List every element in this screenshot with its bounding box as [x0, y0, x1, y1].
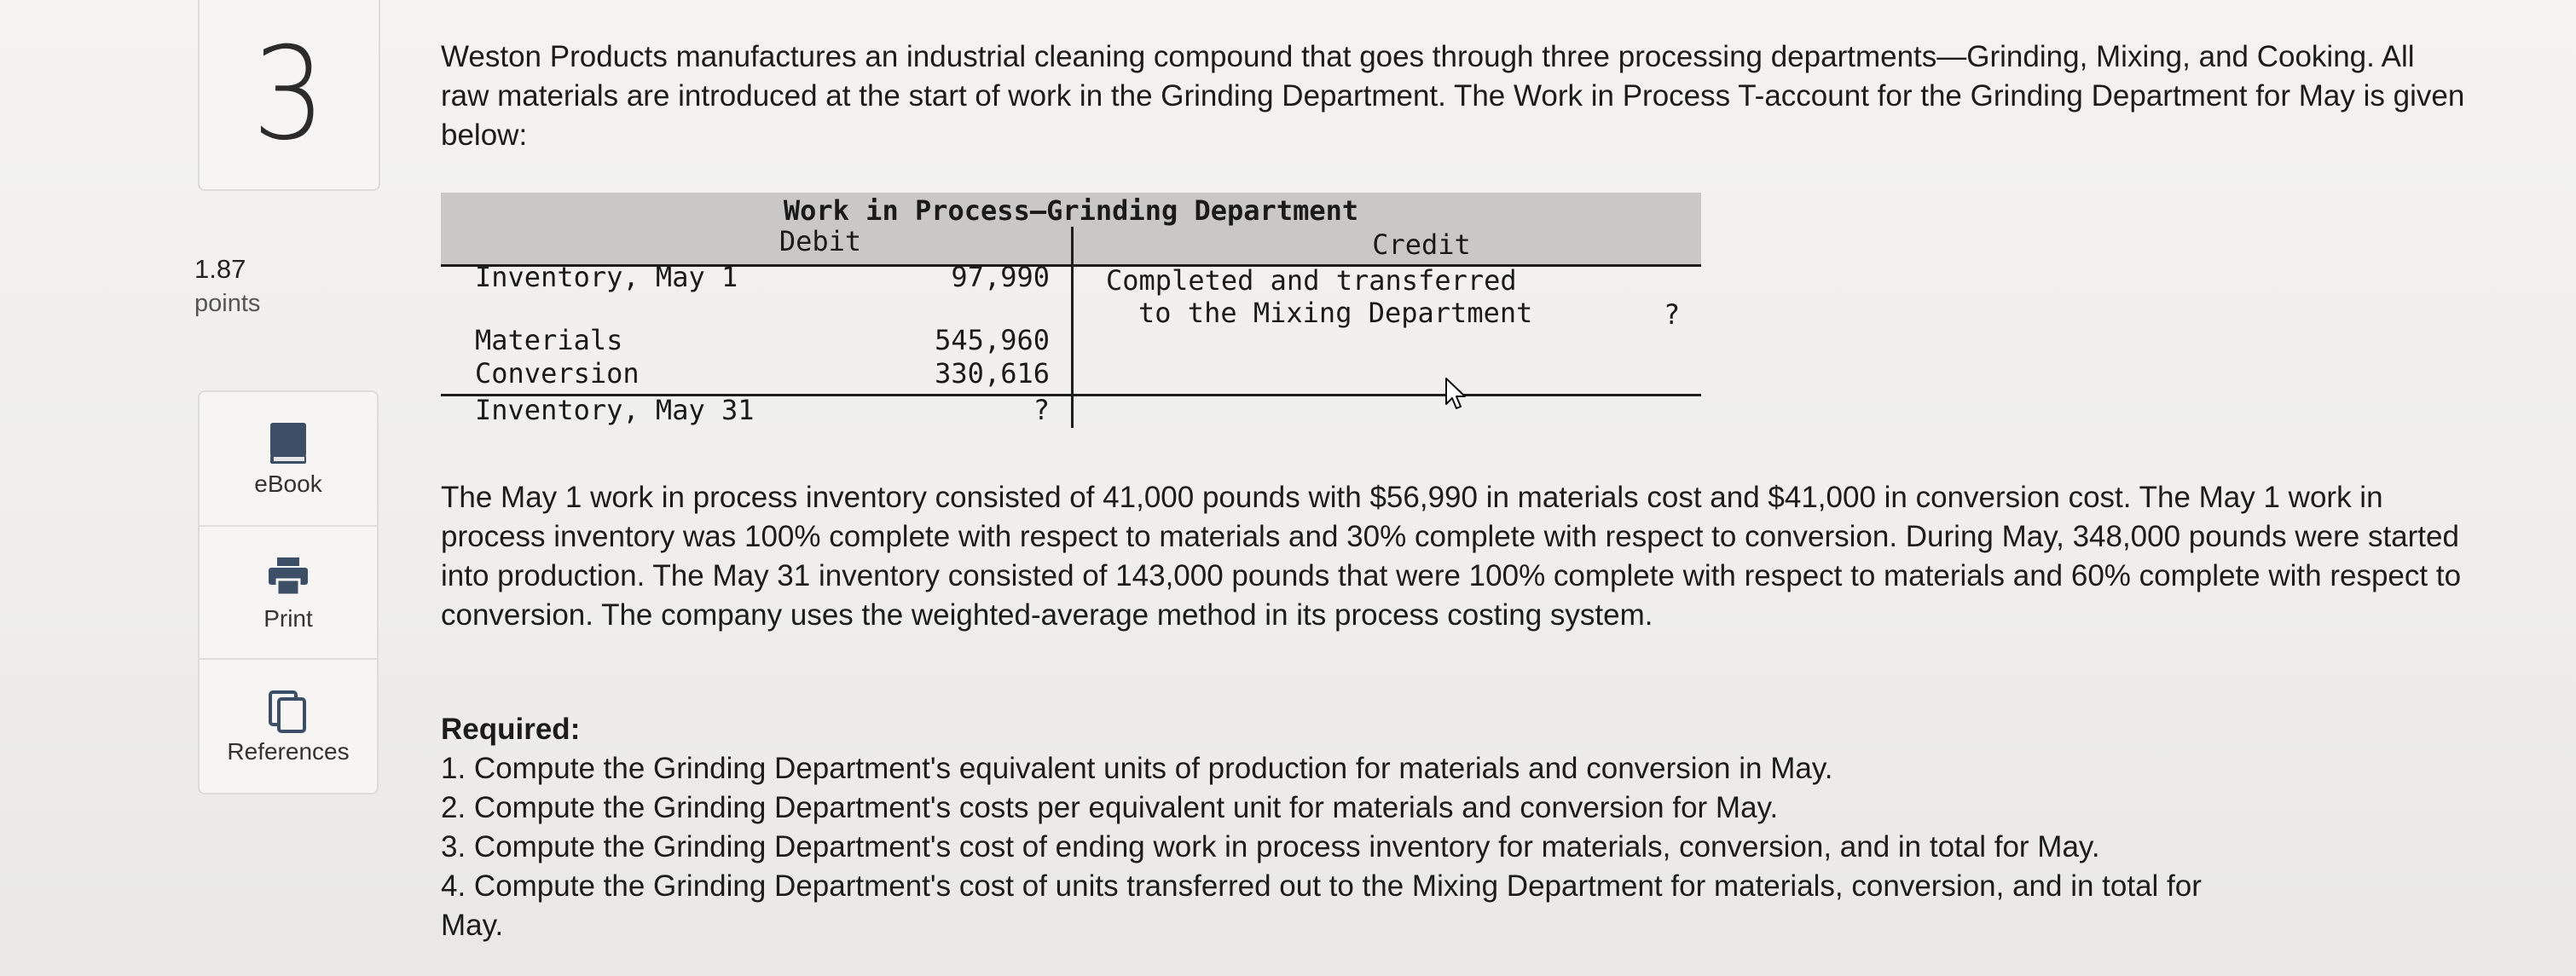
debit-row-value: 545,960 — [935, 324, 1050, 356]
required-item: May. — [441, 909, 504, 942]
problem-details: The May 1 work in process inventory consisted of 41,000 pounds with $56,990 in materials cost and $41,000 in conversion cost. The May 1 work in process inventory was 100% complete with respect to materials and 30% complete with respect to conversion. During May, 348,000 pounds were started into production. The May 31 inventory consisted of 143,000 pounds that were 100% complete with respect to materials and 60% complete with respect to conversion. The company uses the weighted-average method in its process costing system. — [441, 481, 2462, 632]
debit-row-value: 97,990 — [951, 261, 1050, 293]
required-item: 4. Compute the Grinding Department's cost of units transferred out to the Mixing Department for materials, conversion, and in total for — [441, 869, 2202, 903]
problem-intro: Weston Products manufactures an industrial cleaning compound that goes through three processing departments—Grinding, Mixing, and Cooking. All raw materials are introduced at the start of work in the Grinding Department. The Work in Process T-account for the Grinding Department for May is given below: — [441, 40, 2465, 152]
required-item: 1. Compute the Grinding Department's equivalent units of production for materials and conversion in May. — [441, 752, 1833, 785]
ebook-label: eBook — [254, 471, 322, 497]
debit-row-label: Inventory, May 1 — [475, 261, 738, 293]
credit-row-label-continued: to the Mixing Department — [1138, 297, 1533, 329]
ebook-button[interactable] — [200, 392, 377, 525]
print-label: Print — [263, 605, 313, 632]
references-button[interactable] — [200, 658, 377, 793]
debit-row-value: 330,616 — [935, 357, 1050, 390]
debit-row-label: Inventory, May 31 — [475, 394, 755, 426]
references-label: References — [227, 738, 350, 765]
debit-header: Debit — [779, 225, 862, 257]
copy-documents-icon — [267, 689, 310, 739]
required-item: 3. Compute the Grinding Department's cost of ending work in process inventory for materials, conversion, and in total for May. — [441, 830, 2100, 863]
credit-header: Credit — [1372, 228, 1471, 261]
debit-row-label: Materials — [475, 324, 623, 356]
question-number: 3 — [252, 20, 326, 169]
t-account-divider — [1071, 227, 1074, 428]
required-item: 2. Compute the Grinding Department's costs per equivalent unit for materials and conversion for May. — [441, 791, 1779, 824]
points-info — [194, 252, 260, 321]
mouse-pointer-icon — [1444, 377, 1468, 415]
debit-row-value: ? — [1033, 394, 1050, 426]
credit-row-value: ? — [1664, 298, 1681, 331]
question-number-box — [198, 0, 380, 191]
t-account-title: Work in Process—Grinding Department — [783, 194, 1359, 227]
points-label: points — [194, 290, 261, 317]
points-value: 1.87 — [194, 254, 246, 284]
credit-row-label: Completed and transferred — [1106, 264, 1517, 297]
required-title: Required: — [441, 713, 581, 746]
book-icon — [269, 421, 308, 470]
printer-icon — [267, 556, 310, 601]
required-section — [441, 710, 2487, 945]
debit-row-label: Conversion — [475, 357, 640, 390]
print-button[interactable] — [200, 525, 377, 660]
resource-tools-panel — [198, 390, 379, 794]
t-account — [441, 193, 1701, 428]
